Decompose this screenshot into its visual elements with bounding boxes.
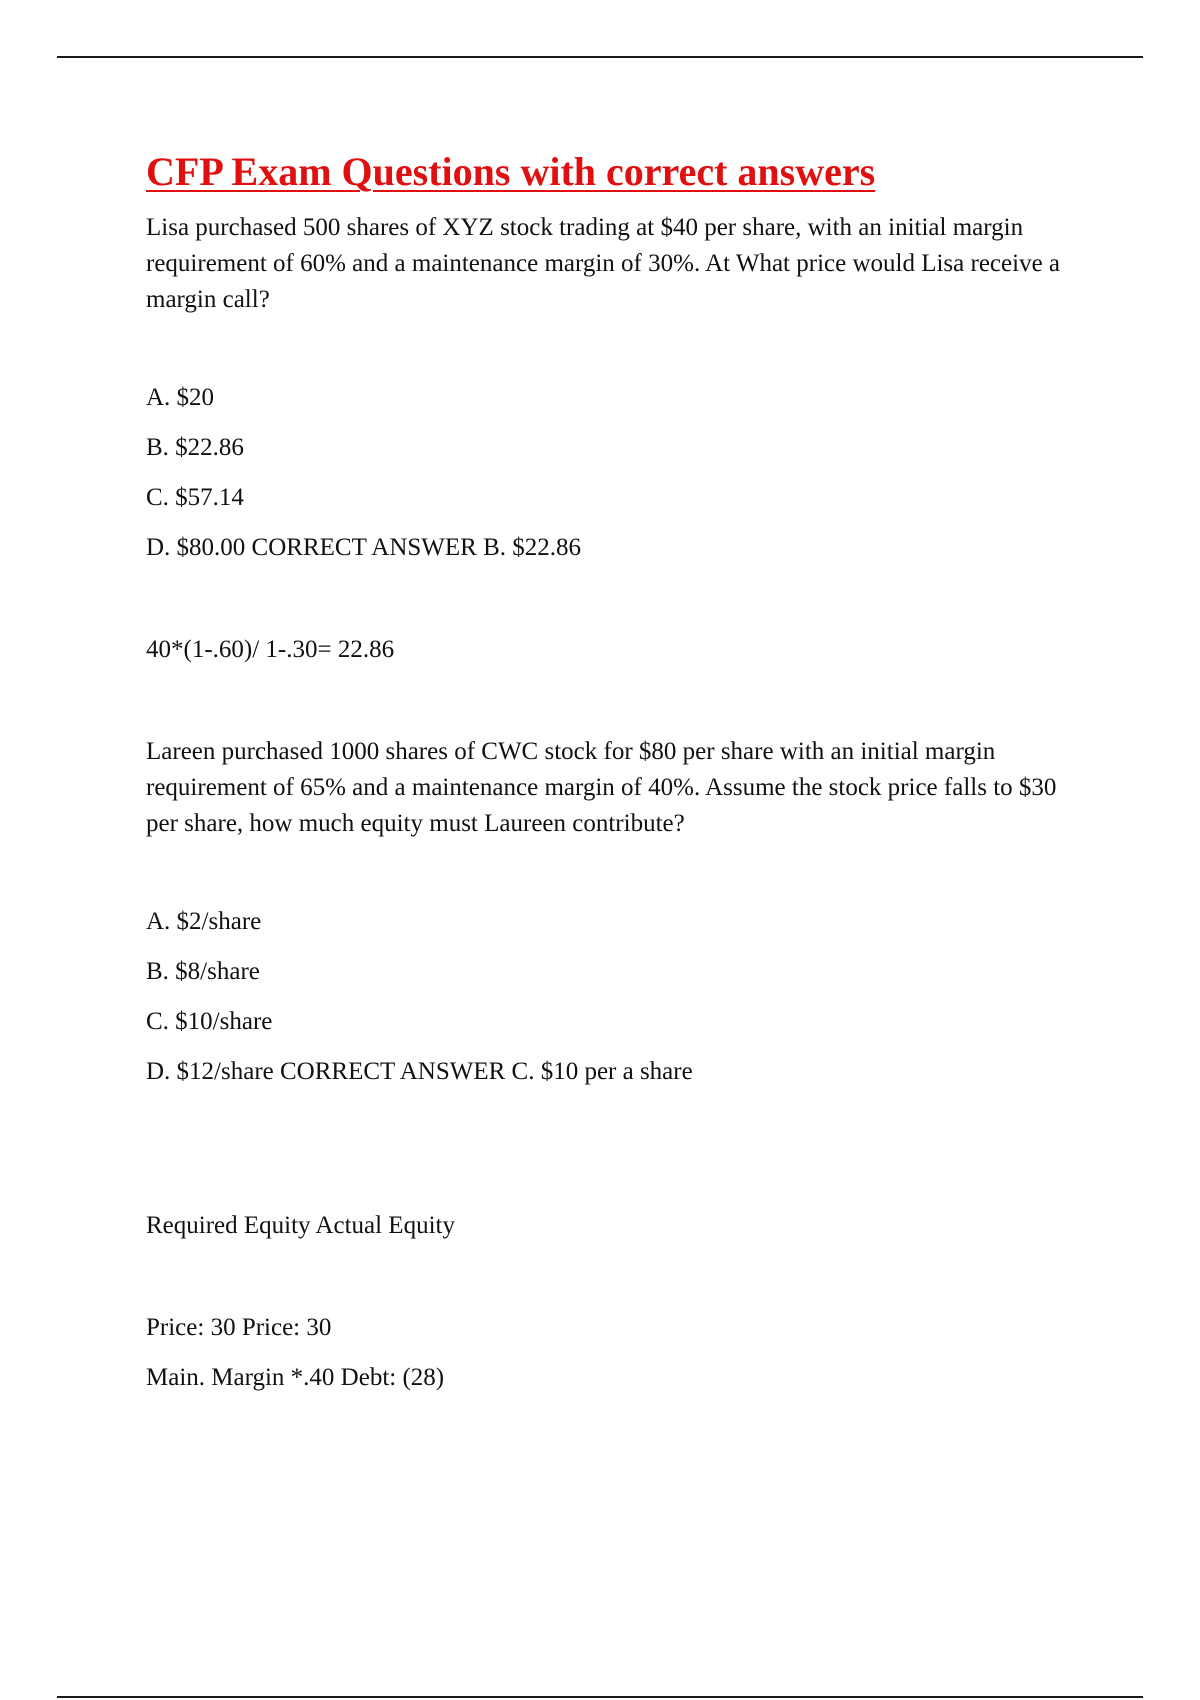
question-1-option-a: A. $20 <box>146 384 215 411</box>
question-2-work-price: Price: 30 Price: 30 <box>146 1314 332 1341</box>
document-body <box>146 148 1086 1396</box>
bottom-rule <box>57 1696 1143 1698</box>
question-2-work-header: Required Equity Actual Equity <box>146 1212 455 1239</box>
question-1-work-line: 40*(1-.60)/ 1-.30= 22.86 <box>146 636 395 663</box>
question-2-option-a: A. $2/share <box>146 908 262 935</box>
question-2-text: Lareen purchased 1000 shares of CWC stock for $80 per share with an initial margin requirement of 65% and a maintenance margin of 40%. Assume the stock price falls to $30 per share, how much equity must Laureen contribute? <box>146 738 1057 837</box>
question-1-option-d: D. $80.00 CORRECT ANSWER B. $22.86 <box>146 534 581 561</box>
question-2-option-b: B. $8/share <box>146 958 260 985</box>
question-1-option-b: B. $22.86 <box>146 434 244 461</box>
question-2-work-margin: Main. Margin *.40 Debt: (28) <box>146 1364 445 1391</box>
document-title: CFP Exam Questions with correct answers <box>146 149 876 194</box>
question-2-option-c: C. $10/share <box>146 1008 273 1035</box>
question-1-text: Lisa purchased 500 shares of XYZ stock trading at $40 per share, with an initial margin requirement of 60% and a maintenance margin of 30%. At What price would Lisa receive a margin call? <box>146 214 1061 313</box>
top-rule <box>57 56 1143 58</box>
question-2-option-d: D. $12/share CORRECT ANSWER C. $10 per a share <box>146 1058 693 1085</box>
question-1-option-c: C. $57.14 <box>146 484 244 511</box>
